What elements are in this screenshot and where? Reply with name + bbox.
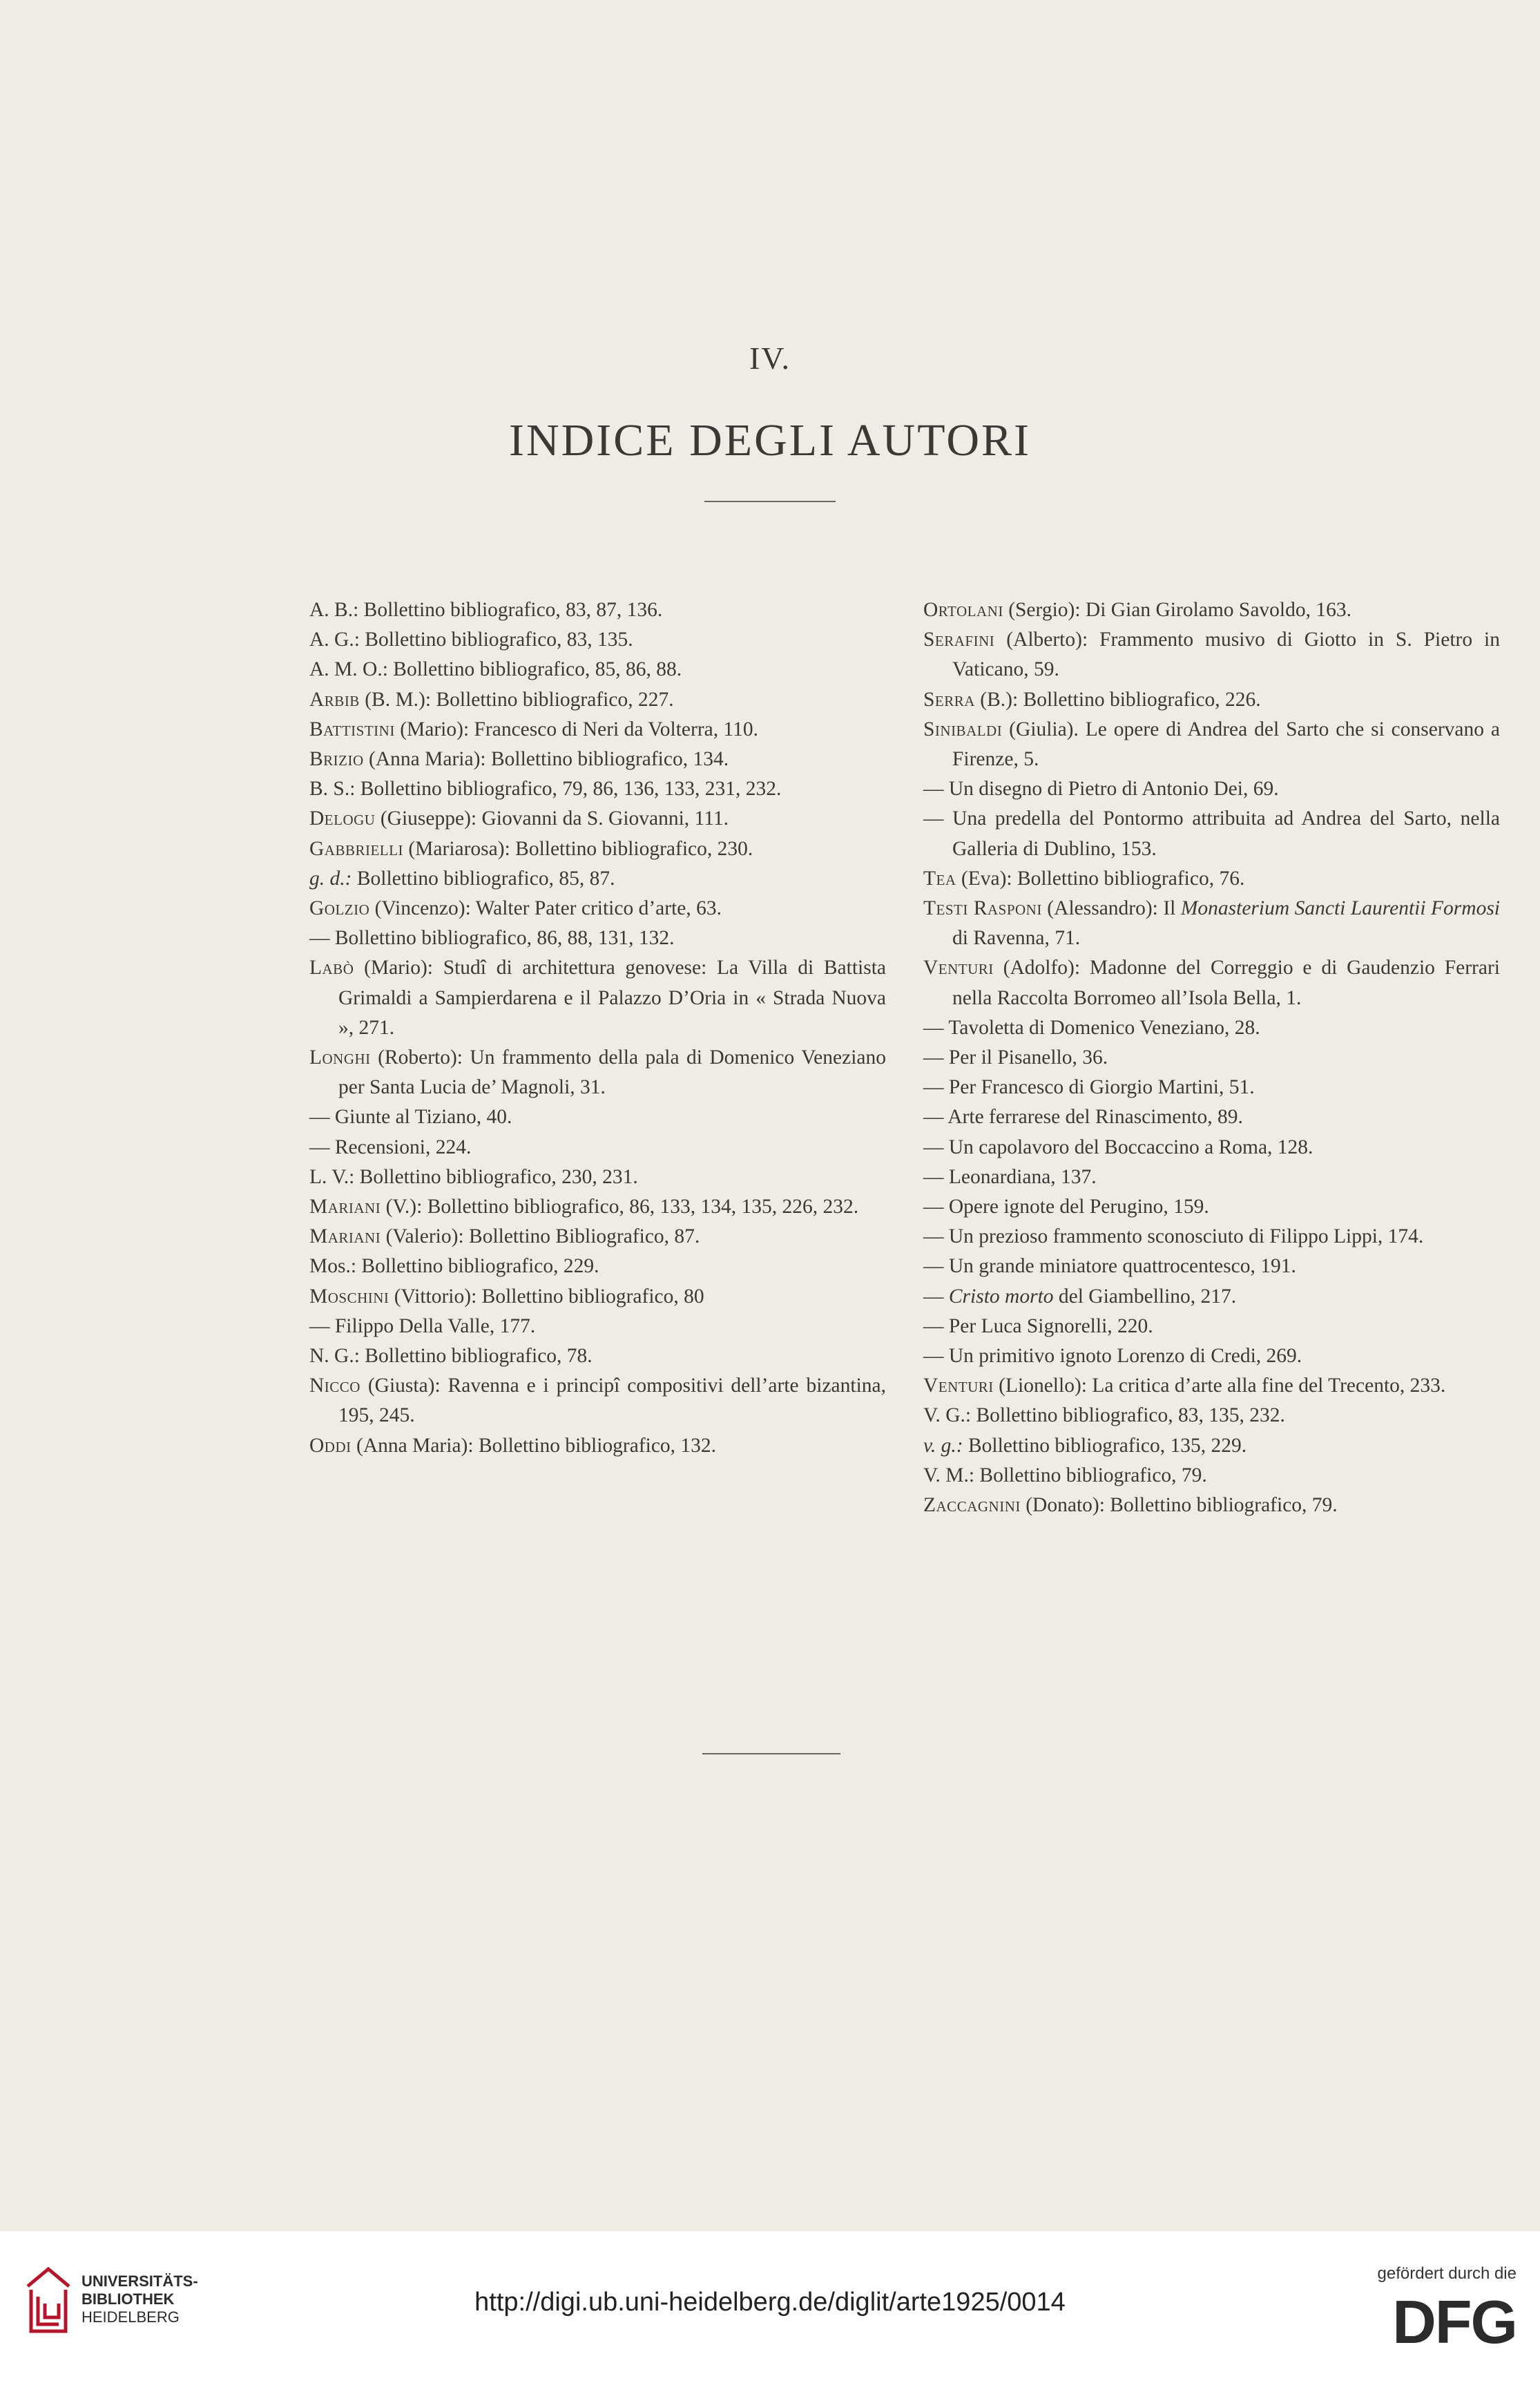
index-entry xyxy=(309,923,886,953)
author-name: Oddi xyxy=(309,1434,352,1457)
author-name: Battistini xyxy=(309,718,395,740)
library-name-line2: BIBLIOTHEK xyxy=(81,2290,175,2308)
index-entry xyxy=(309,685,886,715)
permalink-url[interactable]: http://digi.ub.uni-heidelberg.de/diglit/arte1925/0014 xyxy=(474,2288,1066,2317)
index-entry xyxy=(309,1102,886,1132)
index-entry xyxy=(923,1102,1500,1132)
entry-text: L. V.: Bollettino bibliografico, 230, 231. xyxy=(309,1165,638,1188)
author-name: Longhi xyxy=(309,1046,371,1069)
entry-text: Bollettino bibliografico, 135, 229. xyxy=(963,1434,1247,1457)
author-name: Venturi xyxy=(923,1375,994,1397)
index-entry xyxy=(309,1341,886,1371)
index-entry xyxy=(923,1192,1500,1222)
index-entry xyxy=(923,1162,1500,1192)
author-name: Moschini xyxy=(309,1285,389,1308)
author-name: Nicco xyxy=(309,1375,360,1397)
author-name: Serafini xyxy=(923,629,995,651)
entry-text: (Lionello): La critica d’arte alla fine del Trecento, 233. xyxy=(993,1375,1446,1397)
dfg-logo: DFG xyxy=(1392,2288,1517,2356)
index-entry xyxy=(923,1252,1500,1281)
author-name: Delogu xyxy=(309,807,376,830)
author-name: Tea xyxy=(923,867,956,890)
entry-text: (B.): Bollettino bibliografico, 226. xyxy=(974,688,1261,711)
author-name: Golzio xyxy=(309,897,370,920)
index-entry xyxy=(309,804,886,834)
index-entry xyxy=(923,1431,1500,1461)
index-entry xyxy=(309,1192,886,1222)
index-entry xyxy=(923,894,1500,953)
index-entry xyxy=(309,715,886,745)
entry-text: (Giusta): Ravenna e i principî compositivi dell’arte bizantina, 195, 245. xyxy=(338,1375,886,1427)
index-entry xyxy=(309,953,886,1043)
entry-text: — Recensioni, 224. xyxy=(309,1136,472,1158)
index-entry xyxy=(923,1282,1500,1312)
index-entry xyxy=(923,774,1500,804)
author-name: Ortolani xyxy=(923,599,1003,621)
entry-text: A. G.: Bollettino bibliografico, 83, 135. xyxy=(309,629,633,651)
index-entry xyxy=(309,595,886,625)
entry-text: N. G.: Bollettino bibliografico, 78. xyxy=(309,1345,593,1368)
entry-text: (Alessandro): Il xyxy=(1041,897,1181,920)
entry-text: — Filippo Della Valle, 177. xyxy=(309,1314,536,1337)
entry-text: — Un primitivo ignoto Lorenzo di Credi, 269. xyxy=(923,1345,1302,1368)
entry-text: — Arte ferrarese del Rinascimento, 89. xyxy=(923,1106,1243,1129)
entry-text: (Vincenzo): Walter Pater critico d’arte, 63. xyxy=(369,897,722,920)
entry-text: — Un prezioso frammento sconosciuto di Filippo Lippi, 174. xyxy=(923,1225,1424,1248)
entry-text: — Bollettino bibliografico, 86, 88, 131, 132. xyxy=(309,927,675,950)
index-entry xyxy=(923,864,1500,894)
entry-text: del Giambellino, 217. xyxy=(1053,1285,1237,1308)
entry-text: (Valerio): Bollettino Bibliografico, 87. xyxy=(381,1225,700,1248)
italic-text: v. g.: xyxy=(923,1434,963,1457)
end-divider xyxy=(702,1753,840,1754)
italic-text: Cristo morto xyxy=(948,1285,1054,1308)
entry-text: V. G.: Bollettino bibliografico, 83, 135, 232. xyxy=(923,1404,1285,1427)
author-name: Arbib xyxy=(309,688,360,711)
entry-text: (Alberto): Frammento musivo di Giotto in S. Pietro in Vaticano, 59. xyxy=(952,629,1500,681)
index-entry xyxy=(923,1222,1500,1252)
entry-text: — xyxy=(923,1285,949,1308)
entry-text: V. M.: Bollettino bibliografico, 79. xyxy=(923,1464,1207,1486)
index-entry xyxy=(309,1133,886,1162)
index-entry xyxy=(923,804,1500,863)
entry-text: (Anna Maria): Bollettino bibliografico, 134. xyxy=(363,748,729,771)
italic-text: g. d.: xyxy=(309,867,352,890)
author-name: Venturi xyxy=(923,957,994,979)
index-entry xyxy=(309,834,886,864)
index-entry xyxy=(309,1222,886,1252)
index-entry xyxy=(923,1341,1500,1371)
index-entry xyxy=(309,864,886,894)
digitization-footer xyxy=(0,2231,1540,2383)
entry-text: — Per Francesco di Giorgio Martini, 51. xyxy=(923,1076,1255,1099)
index-entry xyxy=(309,1371,886,1430)
author-name: Mariani xyxy=(309,1225,381,1248)
index-entry xyxy=(923,1133,1500,1162)
index-entry xyxy=(923,1371,1500,1401)
entry-text: (Sergio): Di Gian Girolamo Savoldo, 163. xyxy=(1003,599,1352,621)
index-entry xyxy=(309,1431,886,1461)
entry-text: — Opere ignote del Perugino, 159. xyxy=(923,1196,1209,1218)
entry-text: — Un grande miniatore quattrocentesco, 191. xyxy=(923,1255,1296,1278)
entry-text: (Roberto): Un frammento della pala di Domenico Veneziano per Santa Lucia de’ Magnoli, 31. xyxy=(338,1046,886,1099)
index-entry xyxy=(309,745,886,774)
author-name: Testi Rasponi xyxy=(923,897,1042,920)
author-name: Zaccagnini xyxy=(923,1494,1021,1517)
entry-text: Mos.: Bollettino bibliografico, 229. xyxy=(309,1255,599,1278)
entry-text: (B. M.): Bollettino bibliografico, 227. xyxy=(359,688,674,711)
entry-text: (Adolfo): Madonne del Correggio e di Gaudenzio Ferrari nella Raccolta Borromeo all’Isola Bella, 1. xyxy=(952,957,1500,1009)
entry-text: (Anna Maria): Bollettino bibliografico, 132. xyxy=(351,1434,717,1457)
entry-text: — Leonardiana, 137. xyxy=(923,1165,1097,1188)
entry-text: (Eva): Bollettino bibliografico, 76. xyxy=(956,867,1245,890)
index-entry xyxy=(923,595,1500,625)
index-entry xyxy=(309,1282,886,1312)
index-column-left xyxy=(309,595,886,1461)
section-number: IV. xyxy=(749,341,791,376)
sponsor-caption: gefördert durch die xyxy=(1377,2264,1517,2283)
entry-text: — Per Luca Signorelli, 220. xyxy=(923,1314,1153,1337)
index-entry xyxy=(309,625,886,655)
index-column-right xyxy=(923,595,1500,1520)
index-entry xyxy=(923,1312,1500,1341)
index-entry xyxy=(923,1401,1500,1430)
entry-text: (Vittorio): Bollettino bibliografico, 80 xyxy=(389,1285,704,1308)
entry-text: — Per il Pisanello, 36. xyxy=(923,1046,1108,1069)
entry-text: — Giunte al Tiziano, 40. xyxy=(309,1106,512,1129)
index-entry xyxy=(309,1312,886,1341)
index-entry xyxy=(923,1073,1500,1102)
page-title: INDICE DEGLI AUTORI xyxy=(508,415,1032,466)
index-entry xyxy=(923,715,1500,774)
index-entry xyxy=(309,1043,886,1102)
entry-text: (Mariarosa): Bollettino bibliografico, 230. xyxy=(403,837,753,860)
index-entry xyxy=(923,1461,1500,1491)
italic-text: Monasterium Sancti Laurentii Formosi xyxy=(1180,897,1500,920)
entry-text: (Giulia). Le opere di Andrea del Sarto che si conservano a Firenze, 5. xyxy=(952,718,1500,771)
index-entry xyxy=(309,774,886,804)
author-name: Sinibaldi xyxy=(923,718,1003,740)
index-entry xyxy=(309,894,886,923)
entry-text: (Donato): Bollettino bibliografico, 79. xyxy=(1020,1494,1338,1517)
entry-text: A. M. O.: Bollettino bibliografico, 85, 86, 88. xyxy=(309,658,682,681)
index-entry xyxy=(923,1491,1500,1520)
entry-text: B. S.: Bollettino bibliografico, 79, 86, 136, 133, 231, 232. xyxy=(309,778,782,801)
entry-text: — Tavoletta di Domenico Veneziano, 28. xyxy=(923,1016,1260,1039)
index-entry xyxy=(309,655,886,685)
entry-text: (Giuseppe): Giovanni da S. Giovanni, 111. xyxy=(375,807,729,830)
index-entry xyxy=(309,1252,886,1281)
index-entry xyxy=(309,1162,886,1192)
index-entry xyxy=(923,953,1500,1013)
entry-text: Bollettino bibliografico, 85, 87. xyxy=(352,867,615,890)
library-name-line1: UNIVERSITÄTS- xyxy=(81,2272,198,2290)
entry-text: — Un disegno di Pietro di Antonio Dei, 69. xyxy=(923,778,1279,801)
entry-text: di Ravenna, 71. xyxy=(952,927,1081,950)
entry-text: (Mario): Francesco di Neri da Volterra, 110. xyxy=(394,718,759,740)
author-name: Brizio xyxy=(309,748,364,771)
title-divider xyxy=(704,501,836,502)
index-entry xyxy=(923,1013,1500,1043)
author-name: Labò xyxy=(309,957,354,979)
index-entry xyxy=(923,625,1500,685)
library-name-line3: HEIDELBERG xyxy=(81,2308,180,2326)
entry-text: — Un capolavoro del Boccaccino a Roma, 128. xyxy=(923,1136,1313,1158)
entry-text: A. B.: Bollettino bibliografico, 83, 87, 136. xyxy=(309,599,663,621)
entry-text: (Mario): Studî di architettura genovese: La Villa di Battista Grimaldi a Sampierdarena e il Palazzo D’Oria in « Strada Nuova », 271. xyxy=(338,957,886,1039)
entry-text: — Una predella del Pontormo attribuita ad Andrea del Sarto, nella Galleria di Dublino, 153. xyxy=(923,807,1500,860)
entry-text: (V.): Bollettino bibliografico, 86, 133, 134, 135, 226, 232. xyxy=(381,1196,859,1218)
author-name: Serra xyxy=(923,688,975,711)
author-name: Gabbrielli xyxy=(309,837,403,860)
index-entry xyxy=(923,685,1500,715)
index-entry xyxy=(923,1043,1500,1073)
author-name: Mariani xyxy=(309,1196,381,1218)
